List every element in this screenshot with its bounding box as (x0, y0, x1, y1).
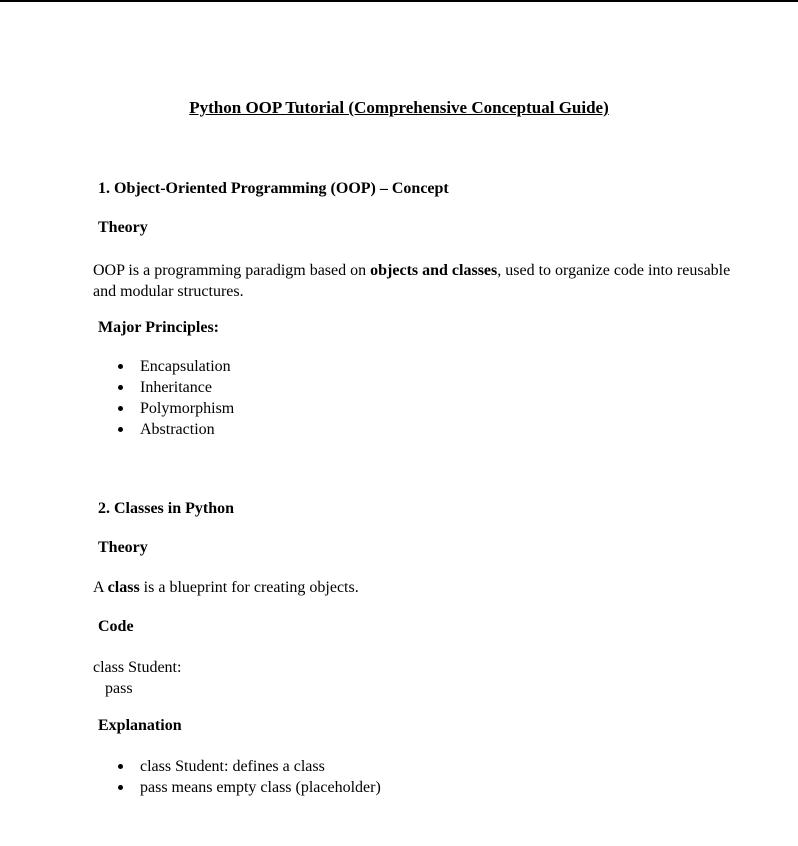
list-item: Inheritance (140, 377, 234, 398)
principles-list (140, 356, 234, 440)
section2-code-label: Code (98, 618, 134, 635)
list-item: class Student: defines a class (140, 756, 381, 777)
section1-principles-label: Major Principles: (98, 319, 220, 336)
theory-text-pre: A (93, 579, 108, 596)
section2-theory-text (93, 577, 733, 598)
bullet-icon (118, 364, 123, 369)
list-item: Encapsulation (140, 356, 234, 377)
explanation-list (140, 756, 381, 798)
theory-text-post: , used to organize code into reusable and modular structures. (93, 262, 731, 300)
code-line-1: class Student: (93, 659, 182, 676)
list-item: Polymorphism (140, 398, 234, 419)
theory-text-post: is a blueprint for creating objects. (139, 579, 359, 596)
bullet-icon (118, 764, 123, 769)
section1-theory-text (93, 260, 733, 302)
list-item: Abstraction (140, 419, 234, 440)
section2-heading: 2. Classes in Python (98, 500, 235, 517)
section2-theory-label: Theory (98, 539, 148, 556)
code-line-2: pass (93, 680, 133, 697)
bullet-icon (118, 385, 123, 390)
list-item: pass means empty class (placeholder) (140, 777, 381, 798)
bullet-icon (118, 785, 123, 790)
document-title: Python OOP Tutorial (Comprehensive Conceptual Guide) (189, 98, 609, 117)
theory-text-bold: class (107, 579, 140, 596)
theory-text-pre: OOP is a programming paradigm based on (93, 262, 371, 279)
bullet-icon (118, 406, 123, 411)
theory-text-bold: objects and classes (370, 262, 498, 279)
section1-heading: 1. Object-Oriented Programming (OOP) – Concept (98, 180, 449, 197)
section1-theory-label: Theory (98, 219, 148, 236)
section2-explanation-label: Explanation (98, 717, 182, 734)
bullet-icon (118, 427, 123, 432)
